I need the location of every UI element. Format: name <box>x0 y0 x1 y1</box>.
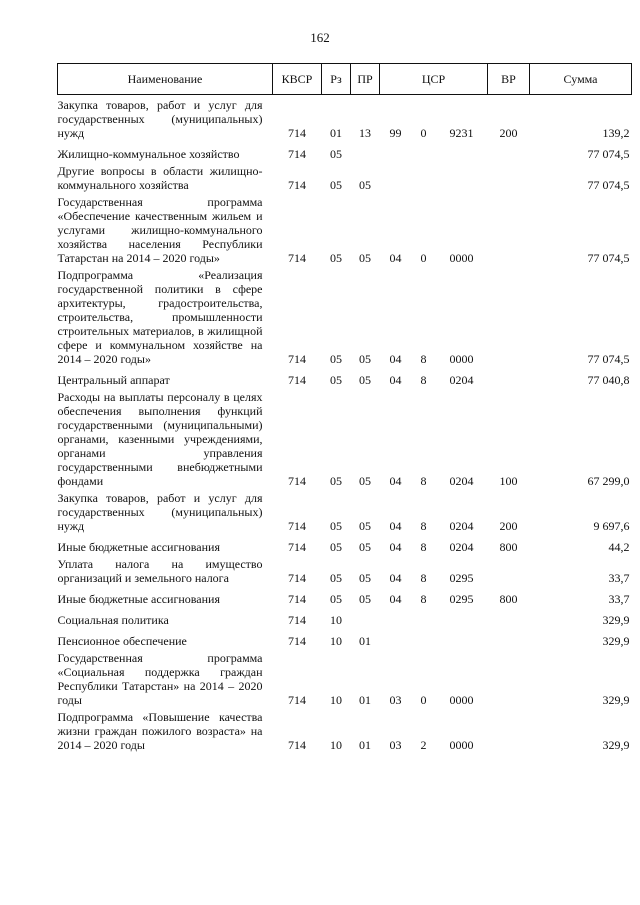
cell-pr: 01 <box>359 738 371 752</box>
cell-kvsr: 714 <box>288 519 306 533</box>
cell-csr-direction: 0204 <box>449 373 474 387</box>
cell-kvsr: 714 <box>288 352 306 366</box>
cell-rz: 05 <box>330 540 342 554</box>
cell-kvsr: 714 <box>288 178 306 192</box>
cell-pr: 05 <box>359 519 371 533</box>
table-row <box>58 366 632 387</box>
cell-vr: 800 <box>499 540 518 554</box>
cell-pr: 05 <box>359 373 371 387</box>
cell-rz: 05 <box>330 373 342 387</box>
cell-csr-subprogram: 8 <box>420 352 427 366</box>
cell-vr <box>488 707 530 752</box>
cell-csr-direction: 0000 <box>449 738 474 752</box>
row-name: Расходы на выплаты персоналу в целях обеспечения выполнения функций государственными (муниципальными) органами, казенными учреждениями, органами управления государственными внебюджетными фондами <box>57 390 263 488</box>
row-name: Пенсионное обеспечение <box>57 634 187 648</box>
table-row <box>58 585 632 606</box>
cell-sum: 139,2 <box>602 126 630 140</box>
cell-csr-direction <box>436 161 488 192</box>
cell-csr-subprogram: 8 <box>420 519 427 533</box>
cell-csr-subprogram: 0 <box>420 251 427 265</box>
table-row <box>58 140 632 161</box>
cell-csr-direction: 0295 <box>449 571 474 585</box>
cell-kvsr: 714 <box>288 613 306 627</box>
cell-pr <box>351 140 380 161</box>
cell-rz: 05 <box>330 474 342 488</box>
table-body <box>58 95 632 753</box>
cell-kvsr: 714 <box>288 592 306 606</box>
cell-csr-direction: 0000 <box>449 693 474 707</box>
column-header-kvsr: КВСР <box>273 64 322 95</box>
cell-rz: 05 <box>330 571 342 585</box>
row-name: Центральный аппарат <box>57 373 170 387</box>
cell-csr-program: 99 <box>389 126 402 140</box>
cell-pr: 05 <box>359 251 371 265</box>
page-number: 162 <box>310 30 330 45</box>
cell-sum: 67 299,0 <box>587 474 630 488</box>
cell-vr: 100 <box>499 474 518 488</box>
row-name: Иные бюджетные ассигнования <box>57 592 220 606</box>
cell-kvsr: 714 <box>288 738 306 752</box>
cell-sum: 77 074,5 <box>587 178 630 192</box>
cell-rz: 05 <box>330 251 342 265</box>
cell-csr-program: 03 <box>389 693 402 707</box>
cell-vr: 200 <box>499 519 518 533</box>
cell-csr-subprogram: 8 <box>420 571 427 585</box>
cell-kvsr: 714 <box>288 126 306 140</box>
cell-sum: 77 074,5 <box>587 352 630 366</box>
cell-kvsr: 714 <box>288 693 306 707</box>
cell-pr <box>351 606 380 627</box>
cell-rz: 10 <box>330 634 342 648</box>
cell-pr: 05 <box>359 592 371 606</box>
cell-csr-program <box>380 161 412 192</box>
column-header-name: Наименование <box>58 64 273 95</box>
cell-rz: 05 <box>330 592 342 606</box>
cell-csr-subprogram: 0 <box>420 693 427 707</box>
cell-pr: 13 <box>359 126 371 140</box>
cell-csr-program: 04 <box>389 592 402 606</box>
cell-kvsr: 714 <box>288 540 306 554</box>
cell-pr: 05 <box>359 571 371 585</box>
cell-csr-direction: 0295 <box>449 592 474 606</box>
cell-csr-direction: 9231 <box>449 126 474 140</box>
cell-sum: 77 040,8 <box>587 373 630 387</box>
cell-kvsr: 714 <box>288 373 306 387</box>
row-name: Жилищно-коммунальное хозяйство <box>57 147 240 161</box>
cell-csr-subprogram: 8 <box>420 592 427 606</box>
cell-sum: 33,7 <box>608 592 630 606</box>
table-row <box>58 648 632 707</box>
cell-sum: 33,7 <box>608 571 630 585</box>
table-row <box>58 554 632 585</box>
cell-csr-subprogram: 0 <box>420 126 427 140</box>
cell-csr-direction: 0204 <box>449 474 474 488</box>
cell-csr-program <box>380 627 412 648</box>
row-name: Государственная программа «Социальная поддержка граждан Республики Татарстан» на 2014 – 2020 годы <box>57 651 263 707</box>
cell-csr-program: 04 <box>389 251 402 265</box>
cell-vr <box>488 161 530 192</box>
cell-csr-program: 04 <box>389 373 402 387</box>
cell-pr: 05 <box>359 474 371 488</box>
table-header <box>58 64 632 95</box>
cell-kvsr: 714 <box>288 571 306 585</box>
cell-vr <box>488 554 530 585</box>
cell-csr-program: 04 <box>389 519 402 533</box>
cell-csr-subprogram <box>412 606 436 627</box>
cell-rz: 05 <box>330 147 342 161</box>
cell-csr-direction <box>436 140 488 161</box>
cell-csr-program: 04 <box>389 571 402 585</box>
cell-csr-direction <box>436 606 488 627</box>
cell-sum: 329,9 <box>602 693 630 707</box>
cell-csr-direction: 0204 <box>449 540 474 554</box>
column-header-csr: ЦСР <box>380 64 488 95</box>
cell-rz: 10 <box>330 693 342 707</box>
table-row <box>58 192 632 265</box>
column-header-sum: Сумма <box>530 64 632 95</box>
cell-csr-program <box>380 606 412 627</box>
cell-vr <box>488 192 530 265</box>
row-name: Закупка товаров, работ и услуг для государственных (муниципальных) нужд <box>57 98 263 140</box>
cell-csr-program <box>380 140 412 161</box>
cell-csr-program: 04 <box>389 352 402 366</box>
cell-csr-subprogram <box>412 161 436 192</box>
cell-vr <box>488 606 530 627</box>
table-row <box>58 161 632 192</box>
cell-vr: 200 <box>499 126 518 140</box>
row-name: Другие вопросы в области жилищно-коммунального хозяйства <box>57 164 263 192</box>
row-name: Закупка товаров, работ и услуг для государственных (муниципальных) нужд <box>57 491 263 533</box>
cell-rz: 10 <box>330 613 342 627</box>
cell-pr: 05 <box>359 178 371 192</box>
column-header-vr: ВР <box>488 64 530 95</box>
row-name: Подпрограмма «Повышение качества жизни граждан пожилого возраста» на 2014 – 2020 годы <box>57 710 263 752</box>
column-header-rz: Рз <box>322 64 351 95</box>
cell-csr-subprogram <box>412 140 436 161</box>
cell-csr-subprogram <box>412 627 436 648</box>
cell-csr-program: 04 <box>389 474 402 488</box>
row-name: Иные бюджетные ассигнования <box>57 540 220 554</box>
row-name: Уплата налога на имущество организаций и земельного налога <box>57 557 263 585</box>
cell-kvsr: 714 <box>288 251 306 265</box>
cell-pr: 05 <box>359 352 371 366</box>
cell-kvsr: 714 <box>288 634 306 648</box>
cell-csr-program: 04 <box>389 540 402 554</box>
cell-vr <box>488 366 530 387</box>
cell-vr <box>488 140 530 161</box>
cell-kvsr: 714 <box>288 474 306 488</box>
cell-rz: 05 <box>330 519 342 533</box>
cell-vr: 800 <box>499 592 518 606</box>
cell-csr-direction: 0000 <box>449 251 474 265</box>
cell-pr: 05 <box>359 540 371 554</box>
cell-sum: 9 697,6 <box>593 519 630 533</box>
cell-csr-subprogram: 8 <box>420 540 427 554</box>
table-row <box>58 387 632 488</box>
cell-pr: 01 <box>359 693 371 707</box>
table-row <box>58 265 632 366</box>
cell-pr: 01 <box>359 634 371 648</box>
table-row <box>58 95 632 141</box>
cell-csr-subprogram: 8 <box>420 474 427 488</box>
cell-csr-direction <box>436 627 488 648</box>
table-row <box>58 533 632 554</box>
cell-sum: 44,2 <box>608 540 630 554</box>
cell-sum: 329,9 <box>602 738 630 752</box>
cell-csr-subprogram: 8 <box>420 373 427 387</box>
cell-csr-program: 03 <box>389 738 402 752</box>
cell-vr <box>488 648 530 707</box>
column-header-pr: ПР <box>351 64 380 95</box>
cell-csr-direction: 0204 <box>449 519 474 533</box>
cell-kvsr: 714 <box>288 147 306 161</box>
cell-sum: 77 074,5 <box>587 147 630 161</box>
row-name: Государственная программа «Обеспечение качественным жильем и услугами жилищно-коммунального хозяйства населения Республики Татарстан на 2014 – 2020 годы» <box>57 195 263 265</box>
row-name: Подпрограмма «Реализация государственной политики в сфере архитектуры, градостроительства, строительства, промышленности строительных материалов, в жилищной сфере и коммунальном хозяйстве на 2014 – 2020 годы» <box>57 268 263 366</box>
cell-vr <box>488 627 530 648</box>
cell-rz: 10 <box>330 738 342 752</box>
budget-table <box>57 63 632 752</box>
table-row <box>58 627 632 648</box>
table-row <box>58 606 632 627</box>
cell-rz: 01 <box>330 126 342 140</box>
cell-sum: 77 074,5 <box>587 251 630 265</box>
cell-sum: 329,9 <box>602 634 630 648</box>
table-row <box>58 488 632 533</box>
cell-rz: 05 <box>330 178 342 192</box>
cell-rz: 05 <box>330 352 342 366</box>
cell-csr-subprogram: 2 <box>420 738 427 752</box>
cell-csr-direction: 0000 <box>449 352 474 366</box>
cell-vr <box>488 265 530 366</box>
row-name: Социальная политика <box>57 613 169 627</box>
cell-sum: 329,9 <box>602 613 630 627</box>
table-row <box>58 707 632 752</box>
